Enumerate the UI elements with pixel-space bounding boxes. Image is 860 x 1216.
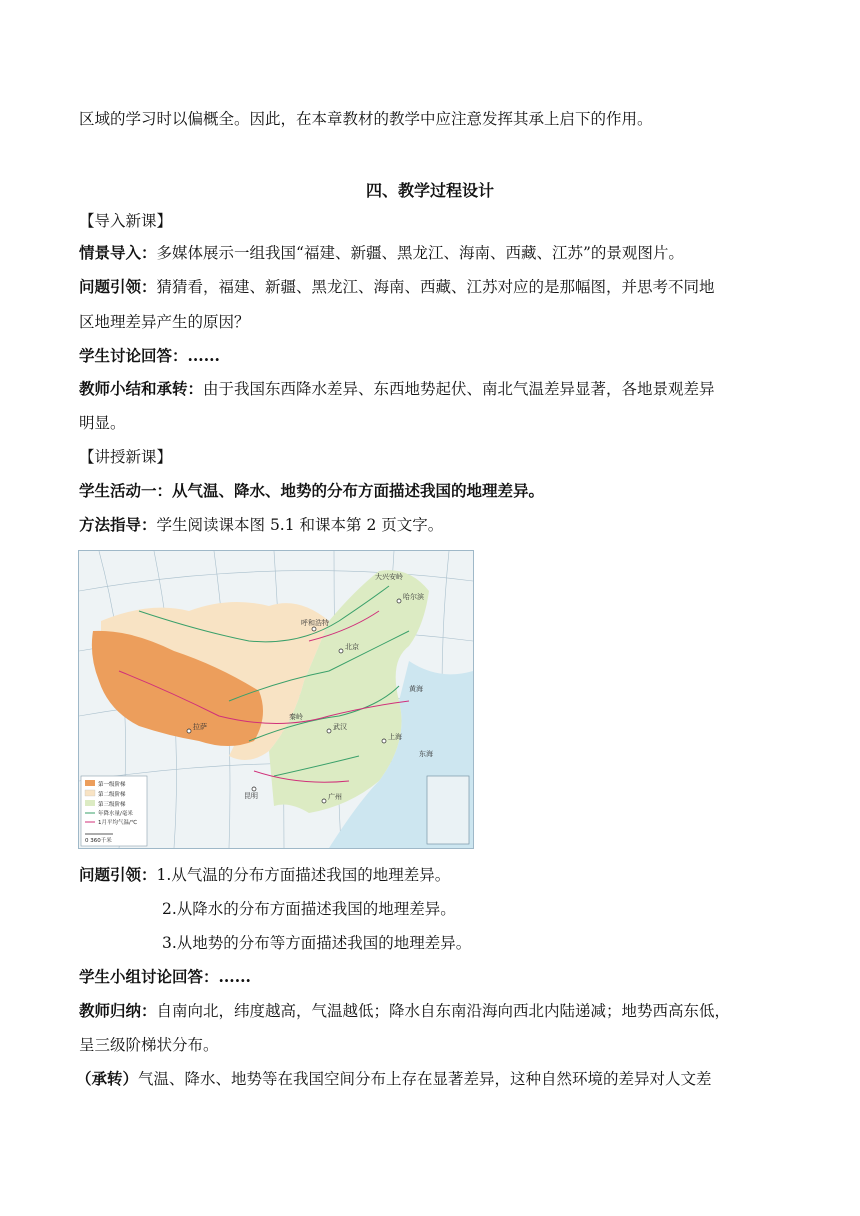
scene-label: 情景导入： — [79, 243, 157, 262]
discussion1: 学生讨论回答：...... — [79, 346, 220, 365]
teacher-summary-text-line2: 明显。 — [79, 414, 126, 432]
intro-paragraph: 区域的学习时以偏概全。因此，在本章教材的教学中应注意发挥其承上启下的作用。 — [79, 110, 653, 128]
legend-step3: 第三级阶梯 — [98, 802, 126, 808]
scene-text: 多媒体展示一组我国“福建、新疆、黑龙江、海南、西藏、江苏”的景观图片。 — [156, 244, 684, 262]
transition-label: （承转） — [76, 1069, 139, 1088]
import-heading: 【导入新课】 — [79, 212, 173, 230]
question1-paragraph — [79, 276, 789, 298]
legend-temp: 1月平均气温/℃ — [98, 820, 138, 826]
method-paragraph — [79, 514, 789, 536]
map-legend — [81, 776, 147, 846]
question2-item2: 2.从降水的分布方面描述我国的地理差异。 — [162, 900, 456, 918]
label-lhasa: 拉萨 — [193, 723, 207, 731]
question2-item1: 1.从气温的分布方面描述我国的地理差异。 — [156, 866, 451, 884]
teacher-conclusion-paragraph — [79, 1000, 789, 1022]
label-qinling: 秦岭 — [289, 713, 303, 721]
label-wuhan: 武汉 — [333, 723, 347, 731]
question2-label: 问题引领： — [79, 865, 157, 884]
label-great-khingan: 大兴安岭 — [375, 573, 403, 581]
teacher-summary-label: 教师小结和承转： — [79, 379, 204, 398]
teach-heading: 【讲授新课】 — [79, 448, 173, 466]
question2-line1 — [79, 864, 450, 886]
question1-text-line1: 猜猜看，福建、新疆、黑龙江、海南、西藏、江苏对应的是那幅图，并思考不同地 — [156, 278, 715, 296]
teacher-summary-text-line1: 由于我国东西降水差异、东西地势起伏、南北气温差异显著，各地景观差异 — [203, 380, 715, 398]
legend-precip: 年降水量/毫米 — [98, 811, 133, 817]
teacher-summary-paragraph — [79, 378, 789, 400]
map-graphic — [79, 551, 473, 848]
discussion2: 学生小组讨论回答：...... — [79, 967, 251, 986]
label-harbin: 哈尔滨 — [403, 593, 424, 601]
china-terrain-climate-map — [78, 550, 474, 849]
label-hohhot: 呼和浩特 — [301, 619, 329, 627]
transition-paragraph — [76, 1068, 786, 1090]
teacher-conclusion-line1: 自南向北，纬度越高，气温越低；降水自东南沿海向西北内陆递减；地势西高东低， — [156, 1002, 731, 1020]
label-guangzhou: 广州 — [328, 793, 342, 801]
label-kunming: 昆明 — [244, 792, 258, 800]
legend-step2: 第二级阶梯 — [98, 792, 126, 798]
label-shanghai: 上海 — [388, 733, 402, 741]
question1-text-line2: 区地理差异产生的原因？ — [79, 313, 250, 331]
teacher-conclusion-label: 教师归纳： — [79, 1001, 157, 1020]
activity1: 学生活动一：从气温、降水、地势的分布方面描述我国的地理差异。 — [79, 481, 545, 500]
label-yellow-sea: 黄海 — [409, 685, 423, 693]
south-sea-inset — [427, 776, 469, 844]
legend-step1: 第一级阶梯 — [98, 782, 126, 788]
scene-paragraph — [79, 242, 789, 264]
transition-text: 气温、降水、地势等在我国空间分布上存在显著差异，这种自然环境的差异对人文差 — [138, 1070, 712, 1088]
question1-label: 问题引领： — [79, 277, 157, 296]
legend-scale: 0 360千米 — [85, 838, 112, 844]
question2-item3: 3.从地势的分布等方面描述我国的地理差异。 — [162, 934, 472, 952]
label-east-sea: 东海 — [419, 750, 433, 758]
section-title: 四、教学过程设计 — [365, 181, 494, 200]
method-label: 方法指导： — [79, 515, 157, 534]
label-beijing: 北京 — [345, 643, 359, 651]
teacher-conclusion-line2: 呈三级阶梯状分布。 — [79, 1036, 219, 1054]
method-text: 学生阅读课本图 5.1 和课本第 2 页文字。 — [156, 516, 444, 534]
